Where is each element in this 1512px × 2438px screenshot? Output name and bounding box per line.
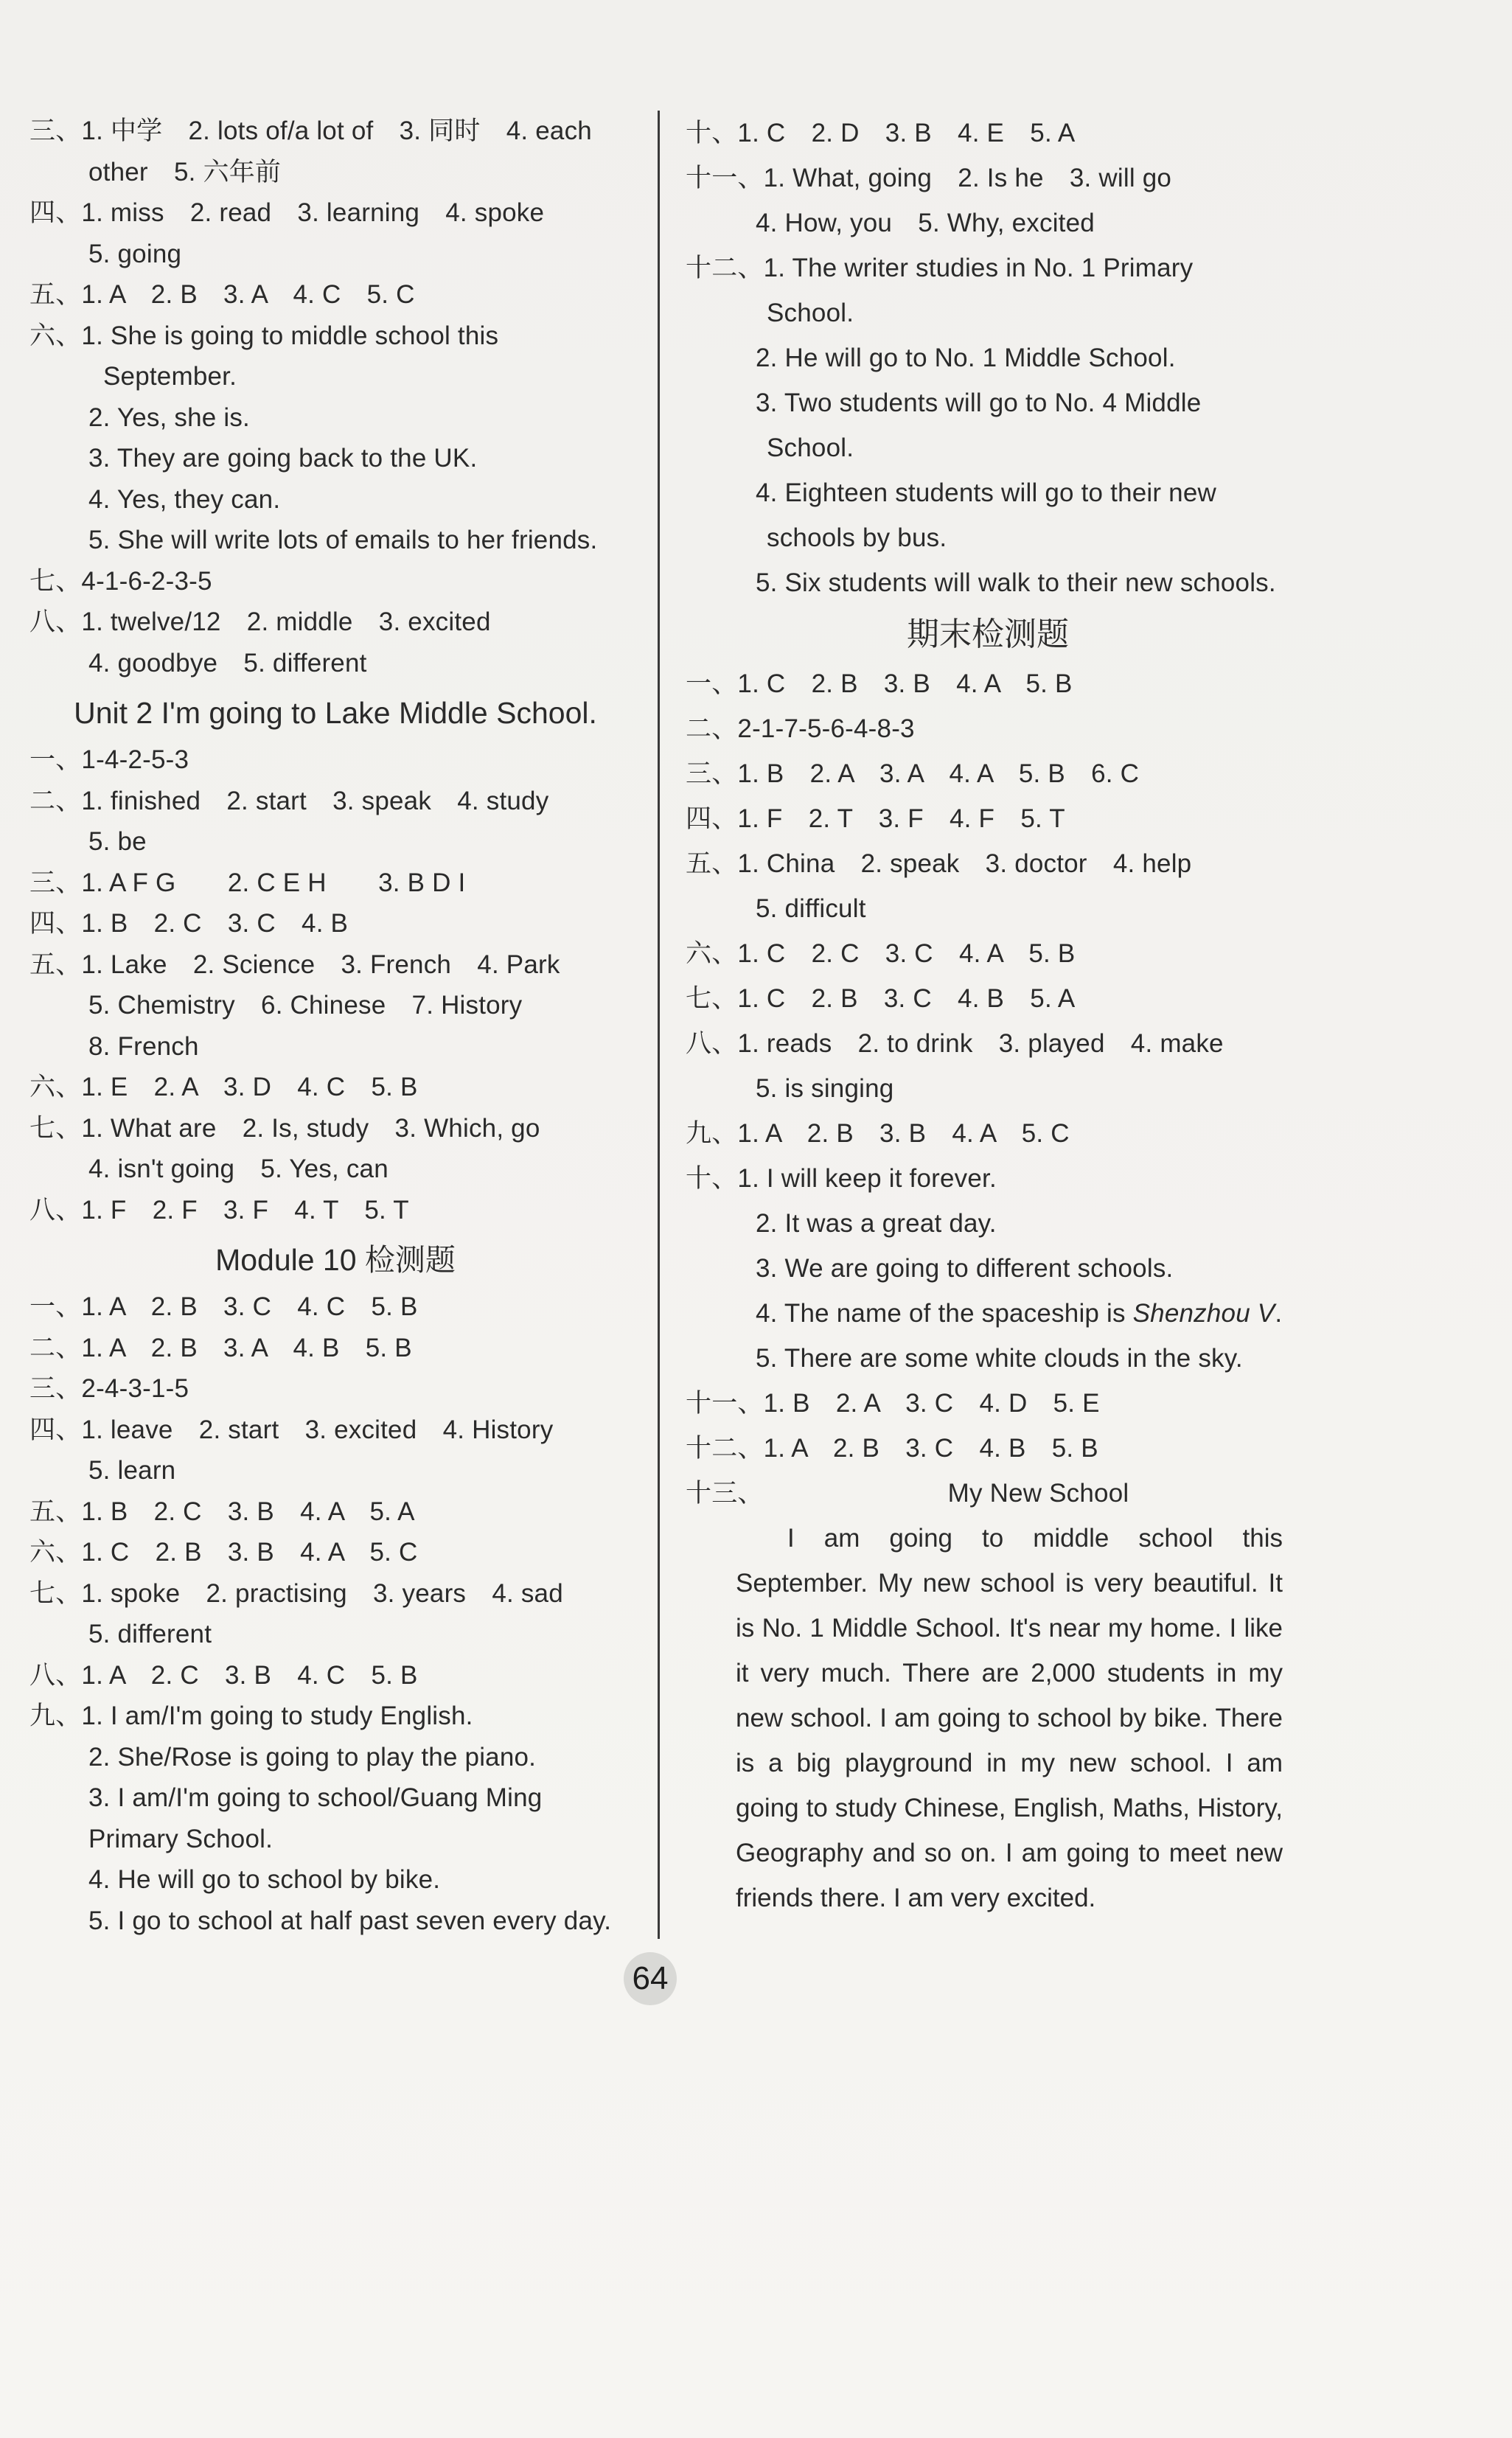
answer-text: 5. difficult (756, 894, 866, 923)
answer-text: 5. going (88, 239, 182, 268)
right-column (686, 111, 1290, 1920)
answer-text: 1. F 2. F 3. F 4. T 5. T (81, 1195, 409, 1225)
answer-line (686, 751, 1290, 796)
answer-text: 4. The name of the spaceship is (756, 1299, 1126, 1328)
answer-text: September. (103, 362, 237, 391)
answer-text: other 5. 六年前 (88, 157, 282, 187)
answer-text: 1. C 2. B 3. B 4. A 5. C (81, 1538, 418, 1567)
question-number: 五、 (29, 1497, 82, 1526)
question-number: 二、 (29, 1333, 82, 1362)
answer-line (29, 1614, 641, 1655)
answer-line (29, 1190, 641, 1231)
question-number: 六、 (29, 1538, 82, 1567)
answer-text: 1. C 2. C 3. C 4. A 5. B (737, 939, 1076, 968)
answer-line (29, 316, 641, 357)
answer-line (29, 561, 641, 602)
module10-test-heading: Module 10 检测题 (215, 1243, 456, 1277)
question-number: 七、 (29, 1113, 82, 1143)
answer-line (686, 335, 1290, 380)
answer-text: 2. It was a great day. (756, 1209, 997, 1238)
answer-line (29, 1819, 641, 1860)
answer-text: 4-1-6-2-3-5 (81, 566, 212, 596)
answer-text: 1. A 2. C 3. B 4. C 5. B (81, 1660, 418, 1690)
answer-line (686, 706, 1290, 751)
answer-text: 1. China 2. speak 3. doctor 4. help (737, 849, 1192, 878)
answer-line (686, 1246, 1290, 1291)
answer-line (29, 152, 641, 193)
question-number: 五、 (686, 849, 738, 878)
answer-text: schools by bus. (767, 523, 947, 552)
answer-text: 2-1-7-5-6-4-8-3 (737, 714, 915, 743)
answer-line (29, 1655, 641, 1696)
answer-text: 8. French (88, 1031, 199, 1061)
question-number: 三、 (29, 1374, 82, 1403)
essay-label: 十三、 (686, 1479, 764, 1508)
answer-line (686, 201, 1290, 245)
answer-line (686, 796, 1290, 841)
answer-line (29, 1286, 641, 1328)
answer-line (29, 863, 641, 904)
answer-line (686, 1021, 1290, 1066)
answer-line (686, 931, 1290, 976)
answer-text: 1. A F G 2. C E H 3. B D I (81, 868, 466, 897)
answer-text: 1. The writer studies in No. 1 Primary (763, 254, 1194, 282)
answer-line (29, 1328, 641, 1369)
answer-text: 5. I go to school at half past seven every day. (88, 1906, 612, 1935)
question-number: 七、 (29, 1578, 82, 1608)
answer-text: 1. Lake 2. Science 3. French 4. Park (81, 950, 560, 979)
answer-text: 4. goodbye 5. different (88, 648, 367, 678)
question-number: 一、 (29, 1292, 82, 1321)
question-number: 八、 (29, 607, 82, 636)
answer-line (686, 290, 1290, 335)
answer-line (29, 192, 641, 234)
answer-text: 4. Yes, they can. (88, 484, 281, 514)
question-number: 十二、 (686, 254, 764, 282)
answer-text: 1. 中学 2. lots of/a lot of 3. 同时 4. each (81, 116, 592, 145)
question-number: 七、 (29, 566, 82, 596)
answer-text: 1. finished 2. start 3. speak 4. study (81, 786, 549, 815)
answer-text: 5. Six students will walk to their new schools. (756, 568, 1276, 597)
question-number: 四、 (686, 804, 738, 833)
answer-text: 1. C 2. D 3. B 4. E 5. A (737, 119, 1076, 147)
answer-line (686, 841, 1290, 886)
question-number: 二、 (686, 714, 738, 743)
answer-line (686, 111, 1290, 156)
question-number: 一、 (29, 745, 82, 774)
answer-text: 1. A 2. B 3. C 4. C 5. B (81, 1292, 418, 1321)
answer-text: 1. B 2. A 3. C 4. D 5. E (763, 1389, 1100, 1418)
answer-line (29, 643, 641, 684)
question-number: 十一、 (686, 1389, 764, 1418)
answer-text: 1. spoke 2. practising 3. years 4. sad (81, 1578, 563, 1608)
final-exam-heading: 期末检测题 (907, 616, 1069, 653)
answer-text: 4. How, you 5. Why, excited (756, 209, 1095, 237)
answer-text: 3. They are going back to the UK. (88, 444, 478, 473)
page-number: 64 (624, 1952, 677, 2005)
answer-text: 2. Yes, she is. (88, 403, 250, 432)
answer-text: 5. learn (88, 1456, 176, 1485)
answer-text: 1. She is going to middle school this (81, 321, 499, 350)
answer-line (29, 1532, 641, 1573)
answer-text: 1. miss 2. read 3. learning 4. spoke (81, 198, 545, 227)
answer-text: School. (767, 299, 854, 327)
question-number: 三、 (686, 759, 738, 788)
answer-text: 1. What, going 2. Is he 3. will go (763, 164, 1172, 192)
answer-line (29, 1410, 641, 1451)
answer-line (29, 602, 641, 643)
answer-line (29, 397, 641, 439)
question-number: 七、 (686, 984, 738, 1013)
answer-text: 3. I am/I'm going to school/Guang Ming (88, 1783, 543, 1812)
question-number: 四、 (29, 1415, 82, 1444)
question-number: 十、 (686, 119, 738, 147)
answer-line (686, 470, 1290, 515)
answer-text: 1. F 2. T 3. F 4. F 5. T (737, 804, 1065, 833)
answer-line (29, 356, 641, 397)
answer-line (29, 234, 641, 275)
answer-line (29, 1149, 641, 1190)
answer-line (686, 515, 1290, 560)
question-number: 五、 (29, 280, 82, 309)
question-number: 一、 (686, 669, 738, 698)
answer-line (29, 1696, 641, 1737)
answer-line (29, 985, 641, 1026)
answer-line (686, 245, 1290, 290)
answer-text: 1. I will keep it forever. (737, 1164, 997, 1193)
answer-text: 1. I am/I'm going to study English. (81, 1702, 473, 1730)
answer-line (29, 781, 641, 822)
answer-text: 1. twelve/12 2. middle 3. excited (81, 607, 491, 636)
answer-line (29, 1450, 641, 1491)
answer-line (29, 1108, 641, 1149)
spaceship-name: Shenzhou V (1132, 1299, 1275, 1328)
module10-answers (29, 1286, 641, 1941)
essay-title: My New School (947, 1479, 1129, 1508)
answer-line (29, 821, 641, 863)
answer-line (29, 944, 641, 986)
unit2-answers (29, 739, 641, 1230)
answer-line (686, 156, 1290, 201)
answer-line (29, 1777, 641, 1819)
essay-header (686, 1471, 1290, 1516)
answer-text: 4. He will go to school by bike. (88, 1865, 441, 1894)
answer-line (29, 739, 641, 781)
answer-line (29, 1901, 641, 1942)
answer-text: 1-4-2-5-3 (81, 745, 189, 774)
answer-line (686, 1156, 1290, 1201)
answer-text: 2. She/Rose is going to play the piano. (88, 1742, 537, 1772)
question-number: 四、 (29, 198, 82, 227)
answer-line (29, 1737, 641, 1778)
answer-text: 2-4-3-1-5 (81, 1374, 189, 1403)
answer-line (29, 520, 641, 561)
unit1-answers (29, 111, 641, 683)
answer-text: 1. E 2. A 3. D 4. C 5. B (81, 1073, 418, 1101)
answer-line (686, 661, 1290, 706)
answer-text: 1. What are 2. Is, study 3. Which, go (81, 1113, 540, 1143)
question-number: 四、 (29, 909, 82, 938)
answer-text: 3. We are going to different schools. (756, 1254, 1174, 1283)
answer-text: 1. A 2. B 3. B 4. A 5. C (737, 1119, 1070, 1148)
answer-text: 1. reads 2. to drink 3. played 4. make (737, 1029, 1224, 1058)
answer-line (686, 886, 1290, 931)
unit2-heading: Unit 2 I'm going to Lake Middle School. (74, 696, 597, 730)
answer-line (29, 479, 641, 520)
question-number: 八、 (686, 1029, 738, 1058)
left-column (29, 111, 641, 1941)
answer-line (29, 438, 641, 479)
answer-line (29, 274, 641, 316)
answer-text: Primary School. (88, 1824, 274, 1853)
answer-text: 1. B 2. C 3. C 4. B (81, 909, 349, 938)
answer-line (29, 1491, 641, 1533)
question-number: 十、 (686, 1164, 738, 1193)
answer-line (686, 1066, 1290, 1111)
answer-text: 1. C 2. B 3. C 4. B 5. A (737, 984, 1076, 1013)
answer-text: 1. leave 2. start 3. excited 4. History (81, 1415, 554, 1444)
question-number: 十二、 (686, 1434, 764, 1463)
answer-text: 1. C 2. B 3. B 4. A 5. B (737, 669, 1073, 698)
question-number: 三、 (29, 116, 82, 145)
question-number: 六、 (29, 321, 82, 350)
question-number: 九、 (29, 1702, 82, 1730)
answer-line (29, 111, 641, 152)
answer-line (686, 976, 1290, 1021)
answer-text: 1. B 2. C 3. B 4. A 5. A (81, 1497, 415, 1526)
answer-text: 5. There are some white clouds in the sky. (756, 1344, 1243, 1373)
answer-line (29, 1859, 641, 1901)
answer-line (686, 1426, 1290, 1471)
answer-line (686, 1336, 1290, 1381)
answer-text: 5. different (88, 1620, 212, 1648)
question-number: 八、 (29, 1660, 82, 1690)
answer-text: 5. be (88, 827, 147, 856)
answer-text: 5. She will write lots of emails to her friends. (88, 526, 598, 554)
answer-text: 4. isn't going 5. Yes, can (88, 1154, 389, 1183)
answer-text: 5. is singing (756, 1074, 894, 1103)
question-number: 二、 (29, 786, 82, 815)
answer-line (686, 1111, 1290, 1156)
final-exam-answers (686, 661, 1290, 1471)
answer-line (29, 1573, 641, 1615)
answer-text: 1. A 2. B 3. C 4. B 5. B (763, 1434, 1098, 1463)
spaceship-period: . (1275, 1299, 1283, 1328)
answer-text: 3. Two students will go to No. 4 Middle (756, 389, 1202, 417)
column-divider (658, 111, 660, 1939)
answer-text: School. (767, 433, 854, 462)
answer-line (29, 1368, 641, 1410)
answer-line (686, 1291, 1290, 1336)
answer-line (686, 425, 1290, 470)
answer-text: 4. Eighteen students will go to their new (756, 478, 1216, 507)
answer-line (29, 1067, 641, 1108)
answer-text: 1. A 2. B 3. A 4. B 5. B (81, 1333, 412, 1362)
question-number: 三、 (29, 868, 82, 897)
essay-body: I am going to middle school this September. My new school is very beautiful. It is No. 1 Middle School. It's near my home. I like it very much. There are 2,000 students in my new school. I am going to school by bike. There is a big playground in my new school. I am going to study Chinese, English, Maths, History, Geography and so on. I am going to meet new friends there. I am very excited. (736, 1524, 1283, 1912)
answer-text: 1. B 2. A 3. A 4. A 5. B 6. C (737, 759, 1140, 788)
question-number: 五、 (29, 950, 82, 979)
answer-text: 2. He will go to No. 1 Middle School. (756, 344, 1176, 372)
question-number: 八、 (29, 1195, 82, 1225)
answer-line (29, 903, 641, 944)
answer-line (686, 380, 1290, 425)
question-number: 十一、 (686, 164, 764, 192)
answer-line (29, 1026, 641, 1068)
answer-line (686, 1201, 1290, 1246)
answer-line (686, 1381, 1290, 1426)
answer-line (686, 560, 1290, 605)
question-number: 六、 (29, 1073, 82, 1101)
question-number: 九、 (686, 1119, 738, 1148)
answer-text: 5. Chemistry 6. Chinese 7. History (88, 991, 523, 1020)
module10-answers-continued (686, 111, 1290, 605)
question-number: 六、 (686, 939, 738, 968)
answer-text: 1. A 2. B 3. A 4. C 5. C (81, 280, 415, 309)
